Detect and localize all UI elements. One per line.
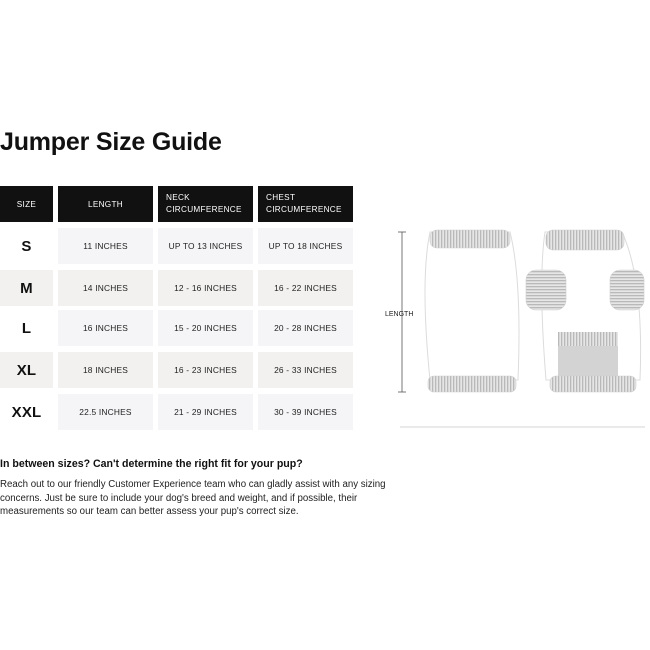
- cell-chest: 30 - 39 INCHES: [258, 394, 353, 430]
- help-question: In between sizes? Can't determine the right fit for your pup?: [0, 458, 303, 470]
- cell-neck: 16 - 23 INCHES: [158, 352, 253, 388]
- jumper-diagram: [360, 220, 650, 435]
- cell-length: 16 INCHES: [58, 310, 153, 346]
- header-neck-line2: CIRCUMFERENCE: [166, 205, 242, 214]
- cell-neck: 15 - 20 INCHES: [158, 310, 253, 346]
- cell-size: XXL: [11, 403, 42, 421]
- cell-neck: 12 - 16 INCHES: [158, 270, 253, 306]
- jumper-front-view: [425, 230, 519, 392]
- cell-size: S: [21, 237, 32, 255]
- cell-length: 18 INCHES: [58, 352, 153, 388]
- header-neck-line1: NECK: [166, 193, 190, 202]
- cell-chest: 26 - 33 INCHES: [258, 352, 353, 388]
- header-neck-circumference: [158, 186, 253, 222]
- header-chest-line2: CIRCUMFERENCE: [266, 205, 342, 214]
- cell-size: XL: [0, 352, 53, 388]
- cell-chest: UP TO 18 INCHES: [258, 228, 353, 264]
- cell-neck: 21 - 29 INCHES: [158, 394, 253, 430]
- header-length: LENGTH: [58, 186, 153, 222]
- header-chest-circumference: [258, 186, 353, 222]
- cell-length: 11 INCHES: [58, 228, 153, 264]
- cell-neck: UP TO 13 INCHES: [158, 228, 253, 264]
- cell-size: L: [21, 319, 32, 337]
- cell-chest: 16 - 22 INCHES: [258, 270, 353, 306]
- cell-chest: 20 - 28 INCHES: [258, 310, 353, 346]
- jumper-back-view: [526, 230, 644, 392]
- page-title: Jumper Size Guide: [0, 128, 222, 156]
- cell-size: M: [0, 270, 53, 306]
- header-size: SIZE: [0, 186, 53, 222]
- length-label: LENGTH: [385, 311, 414, 318]
- cell-length: 22.5 INCHES: [58, 394, 153, 430]
- cell-length: 14 INCHES: [58, 270, 153, 306]
- help-body: Reach out to our friendly Customer Experience team who can gladly assist with any sizing concerns. Just be sure to include your dog's breed and weight, and if possible, their measurements so our team can better assess your pup's correct size.: [0, 479, 386, 517]
- header-chest-line1: CHEST: [266, 193, 296, 202]
